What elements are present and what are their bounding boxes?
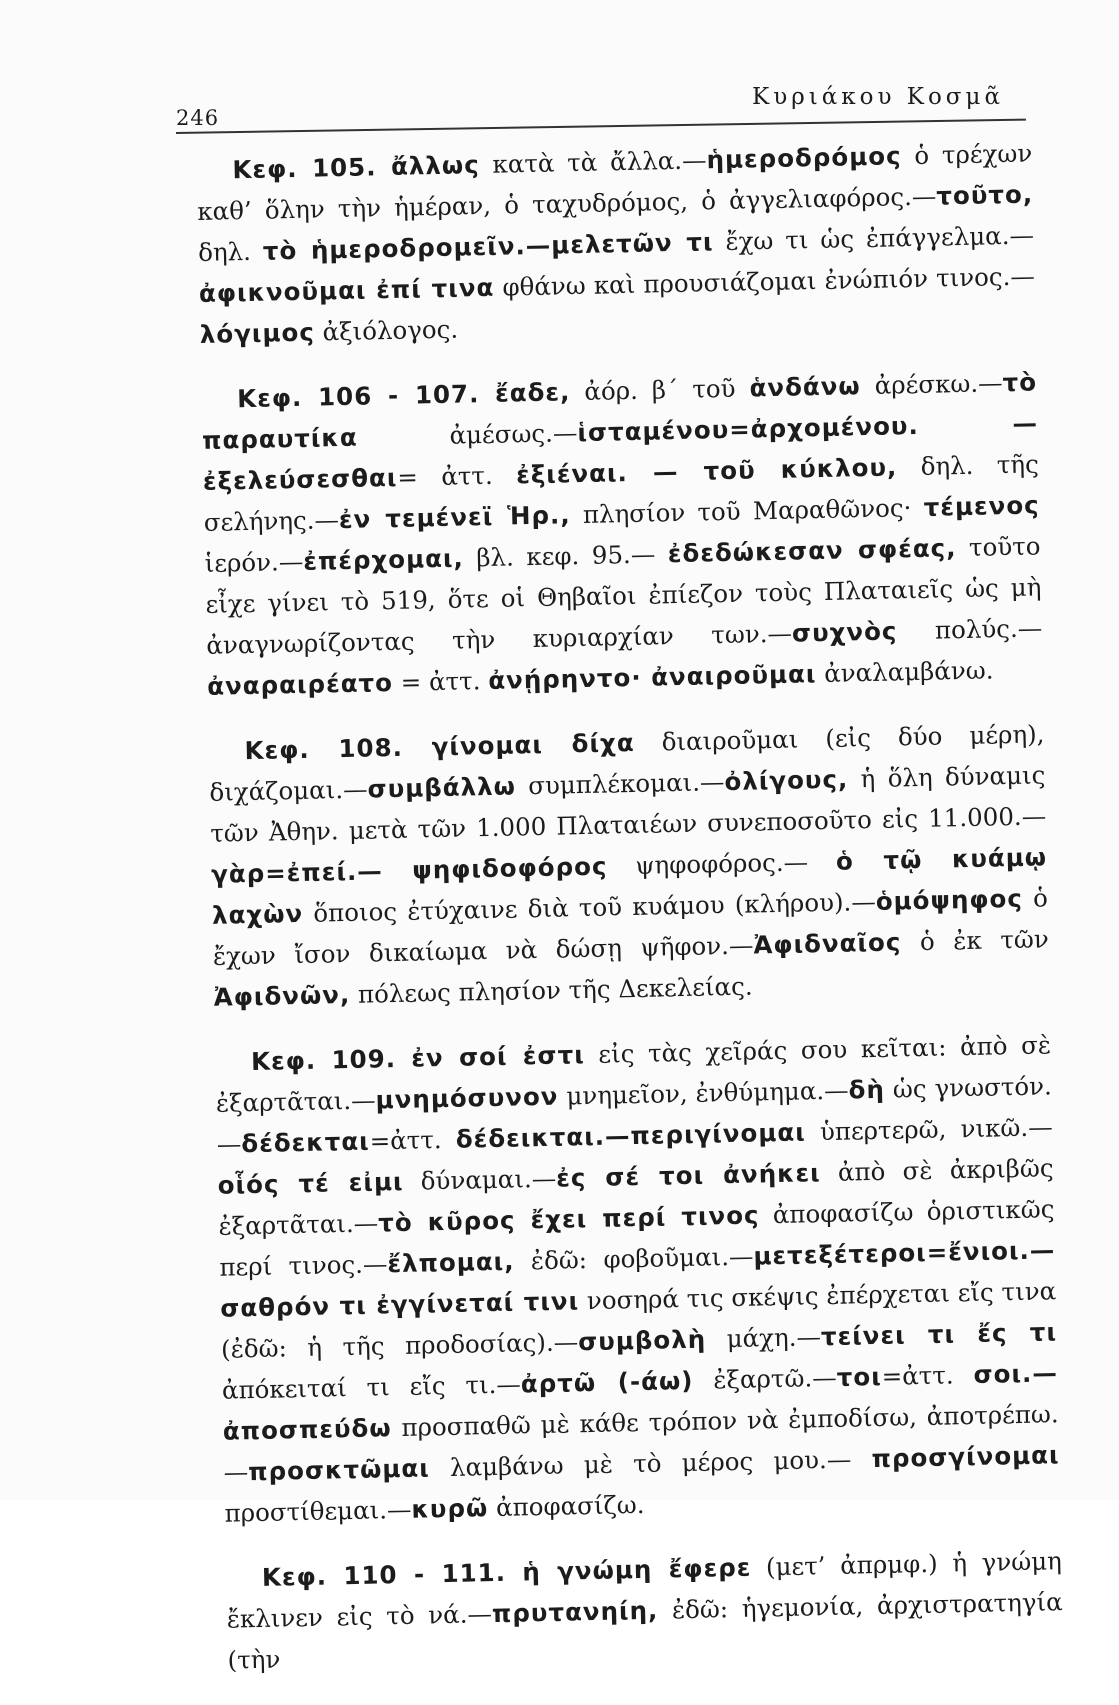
lemma-bold: πρυτανηίη, — [491, 1595, 659, 1629]
gloss-text: προσπαθῶ μὲ κάθε τρόπον νὰ ἐμποδίσω, ἀποτρέπω.— — [223, 1399, 1059, 1487]
gloss-text: λαμβάνω μὲ τὸ μέρος μου.— — [429, 1444, 872, 1483]
gloss-text: ψηφοφόρος.— — [607, 846, 837, 881]
lemma-bold: ἡμεροδρόμος — [706, 141, 902, 175]
paragraph-kef-108 — [208, 713, 1050, 1017]
lemma-bold: ὁ τῷ κυάμῳ λαχὼν — [211, 842, 1048, 930]
lemma-bold: Κεφ. 108. γίνομαι δίχα — [244, 727, 635, 766]
lemma-bold: κυρῶ — [411, 1493, 489, 1524]
lemma-bold: μνημόσυνον — [375, 1081, 559, 1115]
lemma-bold: δέδεκται — [241, 1126, 370, 1159]
gloss-text: ὡς γνωστόν.— — [216, 1071, 1053, 1159]
lemma-bold: ἀρτῶ (-άω) — [520, 1365, 694, 1399]
lemma-bold: ἀφικνοῦμαι ἐπί τινα — [198, 272, 495, 308]
gloss-text: ἐξαρτῶ.— — [693, 1362, 837, 1395]
lemma-bold: ἀνῄρηντο· ἀναιροῦμαι — [487, 659, 817, 695]
gloss-text: ἀπὸ σὲ ἀκριβῶς ἐξαρτᾶται.— — [218, 1153, 1054, 1241]
gloss-text: ἀξιόλογος. — [314, 314, 459, 347]
gloss-text: τοῦτο εἶχε γίνει τὸ 519, ὅτε οἱ Θηβαῖοι ἐπίεζον τοὺς Πλαταιεῖς ὡς μὴ ἀναγνωρίζοντας τὴν κυριαρχίαν των.— — [205, 531, 1042, 660]
lemma-bold: ἐδεδώκεσαν σφέας, — [667, 533, 957, 569]
lemma-bold: μετεξέτεροι=ἔνιοι.—σαθρόν τι ἐγγίνεταί τινι — [219, 1235, 1056, 1323]
gloss-text: πλησίον τοῦ Μαραθῶνος· — [570, 492, 924, 530]
gloss-text: διαιροῦμαι (εἰς δύο μέρη), διχάζομαι.— — [209, 719, 1045, 807]
lemma-bold: οἷός τέ εἰμι — [217, 1166, 404, 1200]
gloss-text: δύναμαι.— — [403, 1163, 557, 1196]
paragraph-kef-106-107 — [201, 361, 1044, 706]
gloss-text: εἰς τὰς χεῖράς σου κεῖται: ἀπὸ σὲ ἐξαρτᾶται.— — [215, 1030, 1052, 1118]
lemma-bold: συμβάλλω — [367, 771, 517, 804]
lemma-bold: δέδεικται.—περιγίνομαι — [455, 1117, 807, 1154]
lemma-bold: συμβολὴ — [577, 1324, 707, 1357]
lemma-bold: ὀλίγους, — [724, 764, 849, 797]
lemma-bold: προσγίνομαι — [871, 1440, 1060, 1474]
lemma-bold: τέμενος — [923, 490, 1040, 522]
lemma-bold: τὸ κῦρος ἔχει περί τινος — [377, 1200, 760, 1238]
gloss-text: προστίθεμαι.— — [224, 1494, 412, 1528]
lemma-bold: γὰρ=ἐπεί.— ψηφιδοφόρος — [210, 851, 608, 889]
lemma-bold: συχνὸς — [791, 616, 898, 648]
gloss-text: μάχη.— — [705, 1322, 822, 1354]
lemma-bold: ἁνδάνω — [749, 371, 861, 403]
paragraph-kef-110-111 — [225, 1540, 1063, 1680]
gloss-text: ὁ ἐκ τῶν — [901, 924, 1050, 957]
gloss-text: κατὰ τὰ ἄλλα.— — [479, 145, 707, 180]
gloss-text: δηλ. τῆς σελήνης.— — [203, 449, 1040, 537]
gloss-text: ὅποιος ἐτύχαινε διὰ τοῦ κυάμου (κλήρου).— — [302, 886, 877, 928]
gloss-text: ἀρέσκω.— — [860, 368, 1003, 401]
gloss-text: πολύς.— — [897, 613, 1043, 646]
page-number: 246 — [176, 106, 220, 130]
lemma-bold: ἔλπομαι, — [387, 1246, 515, 1279]
lemma-bold: δὴ — [848, 1074, 886, 1105]
gloss-text: = ἀττ. — [397, 460, 517, 492]
gloss-text: ὁ ἔχων ἴσον δικαίωμα νὰ δώσῃ ψῆφον.— — [212, 883, 1049, 971]
lemma-bold: ἐς σέ τοι ἀνήκει — [555, 1158, 821, 1193]
gloss-text: μνημεῖον, ἐνθύμημα.— — [558, 1075, 849, 1111]
gloss-text: ἀναλαμβάνω. — [816, 655, 994, 689]
gloss-text: =ἀττ. — [881, 1359, 974, 1391]
paragraph-kef-105 — [196, 132, 1036, 354]
lemma-bold: ἐν τεμένεϊ Ἡρ., — [338, 500, 571, 535]
lemma-bold: ἀναραιρέατο — [206, 667, 394, 701]
running-head: Κυριάκου Κοσμᾶ — [752, 84, 1004, 110]
gloss-text: ἀποφασίζω. — [487, 1489, 645, 1523]
lemma-bold: Κεφ. 109. ἐν σοί ἐστι — [250, 1040, 586, 1077]
gloss-text: ἐδῶ: ἡγεμονία, ἀρχιστρατηγία (τὴν — [227, 1587, 1063, 1675]
gloss-text: =ἀττ. — [369, 1124, 457, 1156]
lemma-bold: ὁμόψηφος — [875, 883, 1024, 916]
lemma-bold: Ἀφιδναῖος — [753, 927, 902, 960]
gloss-text: ὑπερτερῶ, νικῶ.— — [805, 1112, 1053, 1147]
gloss-text: = ἀττ. — [392, 665, 489, 697]
lemma-bold: ἐξιέναι. — τοῦ κύκλου, — [515, 452, 898, 490]
gloss-text: ἀποφασίζω ὁριστικῶς περί τινος.— — [219, 1194, 1055, 1282]
lemma-bold: τοι — [836, 1361, 882, 1392]
lemma-bold: τοῦτο, — [936, 179, 1034, 211]
gloss-text: ἀόρ. β΄ τοῦ — [570, 373, 750, 407]
gloss-text: ἔχω τι ὡς ἐπάγγελμα.— — [713, 220, 1035, 257]
lemma-bold: σοι.—ἀποσπεύδω — [222, 1358, 1059, 1446]
gloss-text: ἀπόκειταί τι εἴς τι.— — [221, 1369, 522, 1405]
lemma-bold: Ἀφιδνῶν, — [213, 979, 351, 1012]
gloss-text: δηλ. — [197, 236, 264, 267]
gloss-text: ἱερόν.— — [204, 546, 304, 578]
gloss-text: βλ. κεφ. 95.— — [463, 539, 669, 573]
lemma-bold: Κεφ. 110 - 111. ἡ γνώμη ἔφερε — [261, 1552, 752, 1592]
lemma-bold: λόγιμος — [199, 317, 316, 349]
gloss-text: ὁ τρέχων καθ’ ὅλην τὴν ἡμέραν, ὁ ταχυδρόμος, ὁ ἀγγελιαφόρος.— — [196, 138, 1033, 226]
commentary-body — [196, 132, 1064, 1704]
gloss-text: πόλεως πλησίον τῆς Δεκελείας. — [349, 971, 753, 1009]
lemma-bold: τὸ παραυτίκα — [201, 367, 1038, 455]
gloss-text: (μετ’ ἀπρμφ.) ἡ γνώμη ἔκλινεν εἰς τὸ νά.— — [226, 1546, 1063, 1634]
gloss-text: νοσηρά τις σκέψις ἐπέρχεται εἴς τινα (ἐδῶ: ἡ τῆς προδοσίας).— — [220, 1276, 1057, 1364]
lemma-bold: Κεφ. 105. ἄλλως — [232, 150, 480, 185]
lemma-bold: ἐπέρχομαι, — [302, 543, 465, 576]
lemma-bold: προσκτῶμαι — [247, 1453, 431, 1487]
lemma-bold: τείνει τι ἔς τι — [820, 1317, 1058, 1352]
lemma-bold: τὸ ἡμεροδρομεῖν.—μελετῶν τι — [262, 227, 714, 266]
gloss-text: ἡ ὅλη δύναμις τῶν Ἀθην. μετὰ τῶν 1.000 Πλαταιέων συνεποσοῦτο εἰς 11.000.— — [210, 760, 1047, 848]
lemma-bold: Κεφ. 106 - 107. ἔαδε, — [236, 377, 571, 414]
gloss-text: ἀμέσως.— — [357, 418, 578, 452]
gloss-text: ἐδῶ: φοβοῦμαι.— — [514, 1241, 754, 1276]
lemma-bold: ἱσταμένου=ἀρχομένου. — ἐξελεύσεσθαι — [202, 408, 1039, 496]
gloss-text: συμπλέκομαι.— — [515, 767, 725, 801]
paragraph-kef-109 — [215, 1024, 1061, 1533]
gloss-text: φθάνω καὶ προυσιάζομαι ἐνώπιόν τινος.— — [494, 261, 1036, 302]
